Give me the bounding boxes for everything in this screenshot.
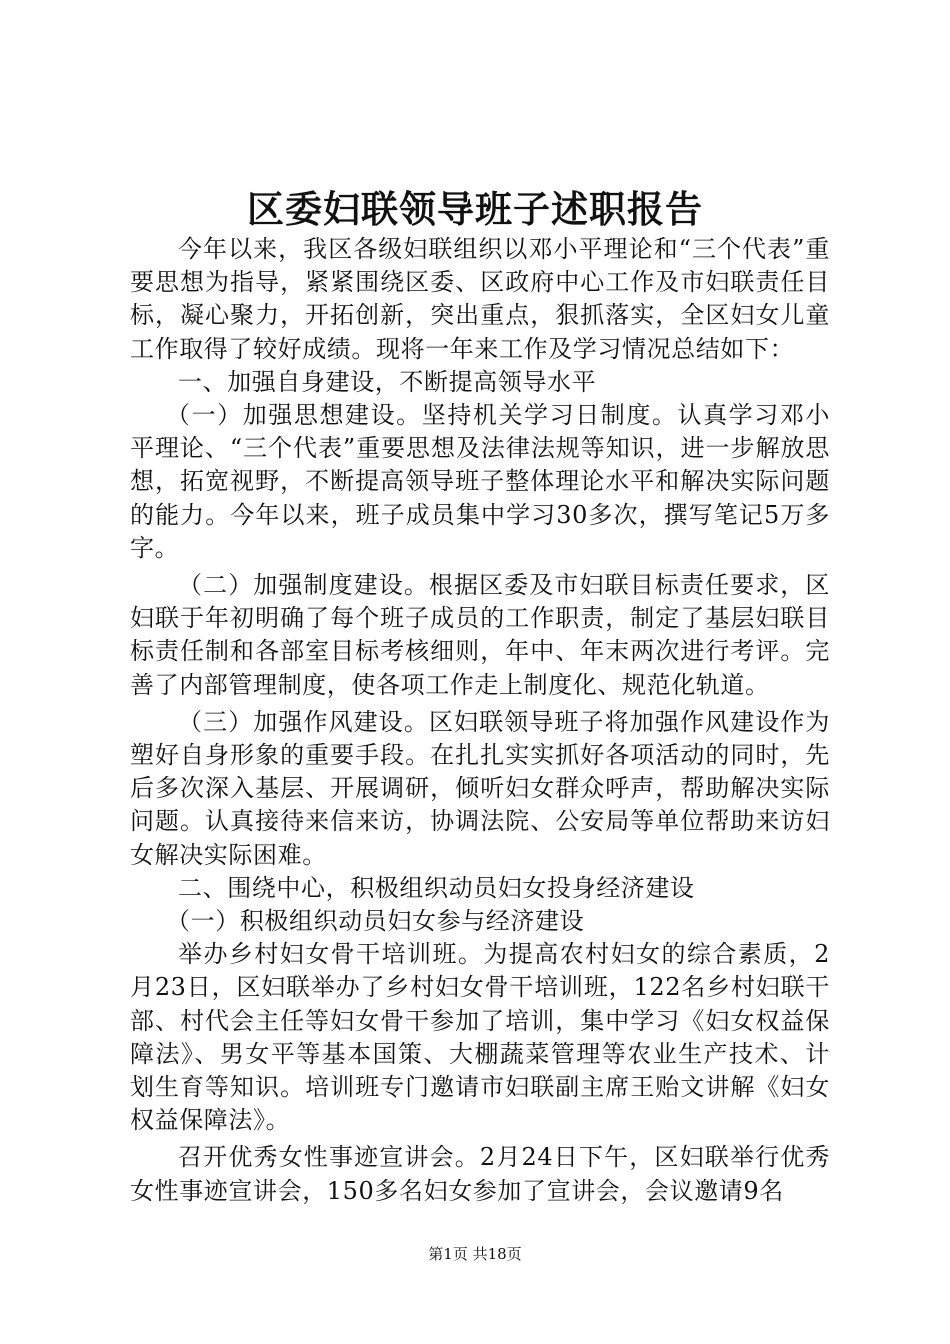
section-heading-2: 二、围绕中心，积极组织动员妇女投身经济建设 xyxy=(178,873,695,902)
subsection-heading: （一）积极组织动员妇女参与经济建设 xyxy=(166,907,585,936)
paragraph-intro: 今年以来，我区各级妇联组织以邓小平理论和“三个代表”重要思想为指导，紧紧围绕区委、区政府中心工作及市妇联责任目标，凝心聚力，开拓创新，突出重点，狠抓落实，全区妇女儿童工作取得了较好成绩。现将一年来工作及学习情况总结如下： xyxy=(130,235,830,363)
document-title: 区委妇联领导班子述职报告 xyxy=(247,187,703,231)
paragraph-style-building: （三）加强作风建设。区妇联领导班子将加强作风建设作为塑好自身形象的重要手段。在扎扎实实抓好各项活动的同时，先后多次深入基层、开展调研，倾听妇女群众呼声，帮助解决实际问题。认真接待来信来访，协调法院、公安局等单位帮助来访妇女解决实际困难。 xyxy=(130,707,830,869)
paragraph-training-class: 举办乡村妇女骨干培训班。为提高农村妇女的综合素质，2月23日，区妇联举办了乡村妇女骨干培训班，122名乡村妇联干部、村代会主任等妇女骨干参加了培训，集中学习《妇女权益保障法》、男女平等基本国策、大棚蔬菜管理等农业生产技术、计划生育等知识。培训班专门邀请市妇联副主席王贻文讲解《妇女权益保障法》。 xyxy=(130,940,830,1135)
paragraph-thought-building: （一）加强思想建设。坚持机关学习日制度。认真学习邓小平理论、“三个代表”重要思想及法律法规等知识，进一步解放思想，拓宽视野，不断提高领导班子整体理论水平和解决实际问题的能力。今年以来，班子成员集中学习30多次，撰写笔记5万多字。 xyxy=(130,401,830,562)
document-body xyxy=(130,233,830,1208)
section-heading-1: 一、加强自身建设，不断提高领导水平 xyxy=(178,367,597,396)
paragraph-lecture-meeting: 召开优秀女性事迹宣讲会。2月24日下午，区妇联举行优秀女性事迹宣讲会，150多名妇女参加了宣讲会，会议邀请9名 xyxy=(130,1143,830,1205)
page-number-footer: 第1页 共18页 xyxy=(428,1245,522,1263)
paragraph-system-building: （二）加强制度建设。根据区委及市妇联目标责任要求，区妇联于年初明确了每个班子成员的工作职责，制定了基层妇联目标责任制和各部室目标考核细则，年中、年末两次进行考评。完善了内部管理制度，使各项工作走上制度化、规范化轨道。 xyxy=(130,571,830,699)
